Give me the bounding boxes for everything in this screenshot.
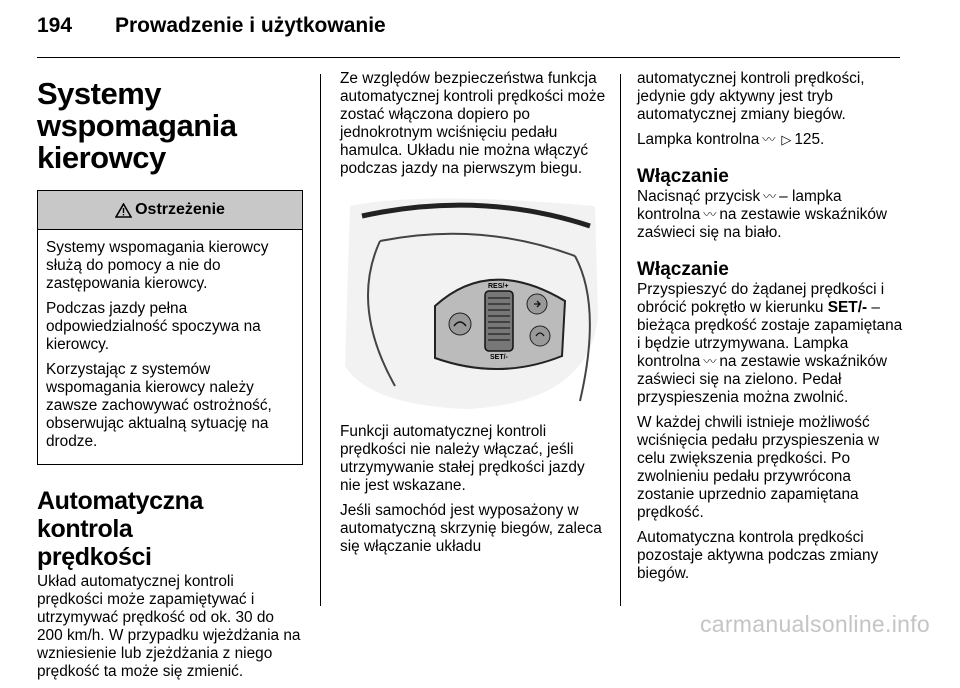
column-divider-2 bbox=[620, 74, 621, 606]
warning-paragraph: Podczas jazdy pełna odpowiedzialność spoczywa na kierowcy. bbox=[46, 300, 261, 353]
body-paragraph: Ze względów bezpieczeństwa funkcja automatycznej kontroli prędkości może zostać włączona dopiero po jednokrotnym wciśnięciu pedału hamulca. Układu nie można włączyć podczas jazdy na pierwszym biegu. bbox=[340, 70, 606, 177]
chapter-title: Prowadzenie i użytkowanie bbox=[115, 14, 386, 37]
body-paragraph: Funkcji automatycznej kontroli prędkości nie należy włączać, jeśli utrzymywanie stałej prędkości jazdy nie jest wskazane. bbox=[340, 423, 585, 494]
subsection-title: Włączanie bbox=[637, 166, 729, 187]
warning-header bbox=[38, 191, 302, 230]
body-paragraph: automatycznej kontroli prędkości, jedynie gdy aktywny jest tryb automatycznej zmiany biegów. bbox=[637, 70, 865, 123]
body-paragraph: Lampka kontrolna 〰 ▷ 125. bbox=[637, 131, 825, 148]
steering-wheel-illustration bbox=[340, 196, 605, 409]
warning-title: Ostrzeżenie bbox=[135, 201, 225, 218]
page-number: 194 bbox=[37, 14, 73, 37]
page-reference-arrow-icon: ▷ bbox=[781, 132, 792, 147]
res-label: RES/+ bbox=[488, 283, 509, 290]
column-3 bbox=[637, 70, 905, 590]
cruise-control-icon: 〰 bbox=[703, 354, 717, 369]
warning-body bbox=[38, 230, 302, 464]
warning-paragraph: Korzystając z systemów wspomagania kierowcy należy zawsze zachowywać ostrożność, obserwując aktualną sytuację na drodze. bbox=[46, 361, 272, 450]
warning-box bbox=[37, 190, 303, 465]
body-paragraph: W każdej chwili istnieje możliwość wciśnięcia pedału przyspieszenia w celu zwiększenia prędkości. Po zwolnieniu pedału przywrócona zostanie uprzednio zapamiętana prędkość. bbox=[637, 414, 880, 521]
warning-triangle-icon bbox=[115, 203, 132, 218]
column-2 bbox=[340, 70, 608, 563]
cruise-control-icon: 〰 bbox=[703, 207, 717, 222]
subsection-title: Automatyczna kontrola prędkości bbox=[37, 487, 204, 571]
set-label: SET/- bbox=[490, 354, 508, 361]
cruise-control-icon: 〰 bbox=[763, 189, 777, 204]
cruise-control-icon: 〰 bbox=[762, 132, 776, 147]
body-paragraph: Jeśli samochód jest wyposażony w automatyczną skrzynię biegów, zaleca się włączanie układu bbox=[340, 502, 602, 555]
body-paragraph: Układ automatycznej kontroli prędkości może zapamiętywać i utrzymywać prędkość od ok. 30 do 200 km/h. W przypadku wjeżdżania na wzniesienie lub zjeżdżania z niego prędkość ta może się zmienić. bbox=[37, 573, 301, 680]
header-rule bbox=[37, 57, 900, 58]
body-paragraph: Nacisnąć przycisk 〰 – lampka kontrolna 〰 na zestawie wskaźników zaświeci się na biało. bbox=[637, 188, 888, 241]
steering-wheel-drawing bbox=[340, 196, 605, 409]
body-paragraph: Przyspieszyć do żądanej prędkości i obrócić pokrętło w kierunku SET/- – bieżąca prędkość zostaje zapamiętana i będzie utrzymywana. Lampka kontrolna 〰 na zestawie wskaźników zaświeci się na zielono. Pedał przyspieszenia można zwolnić. bbox=[637, 281, 903, 406]
warning-paragraph: Systemy wspomagania kierowcy służą do pomocy a nie do zastępowania kierowcy. bbox=[46, 239, 269, 292]
watermark: carmanualsonline.info bbox=[699, 611, 930, 637]
subsection-title: Włączanie bbox=[637, 259, 729, 280]
section-title: Systemy wspomagania kierowcy bbox=[37, 76, 237, 175]
body-paragraph: Automatyczna kontrola prędkości pozostaje aktywna podczas zmiany biegów. bbox=[637, 529, 879, 582]
column-1 bbox=[37, 70, 303, 688]
column-divider-1 bbox=[320, 74, 321, 606]
